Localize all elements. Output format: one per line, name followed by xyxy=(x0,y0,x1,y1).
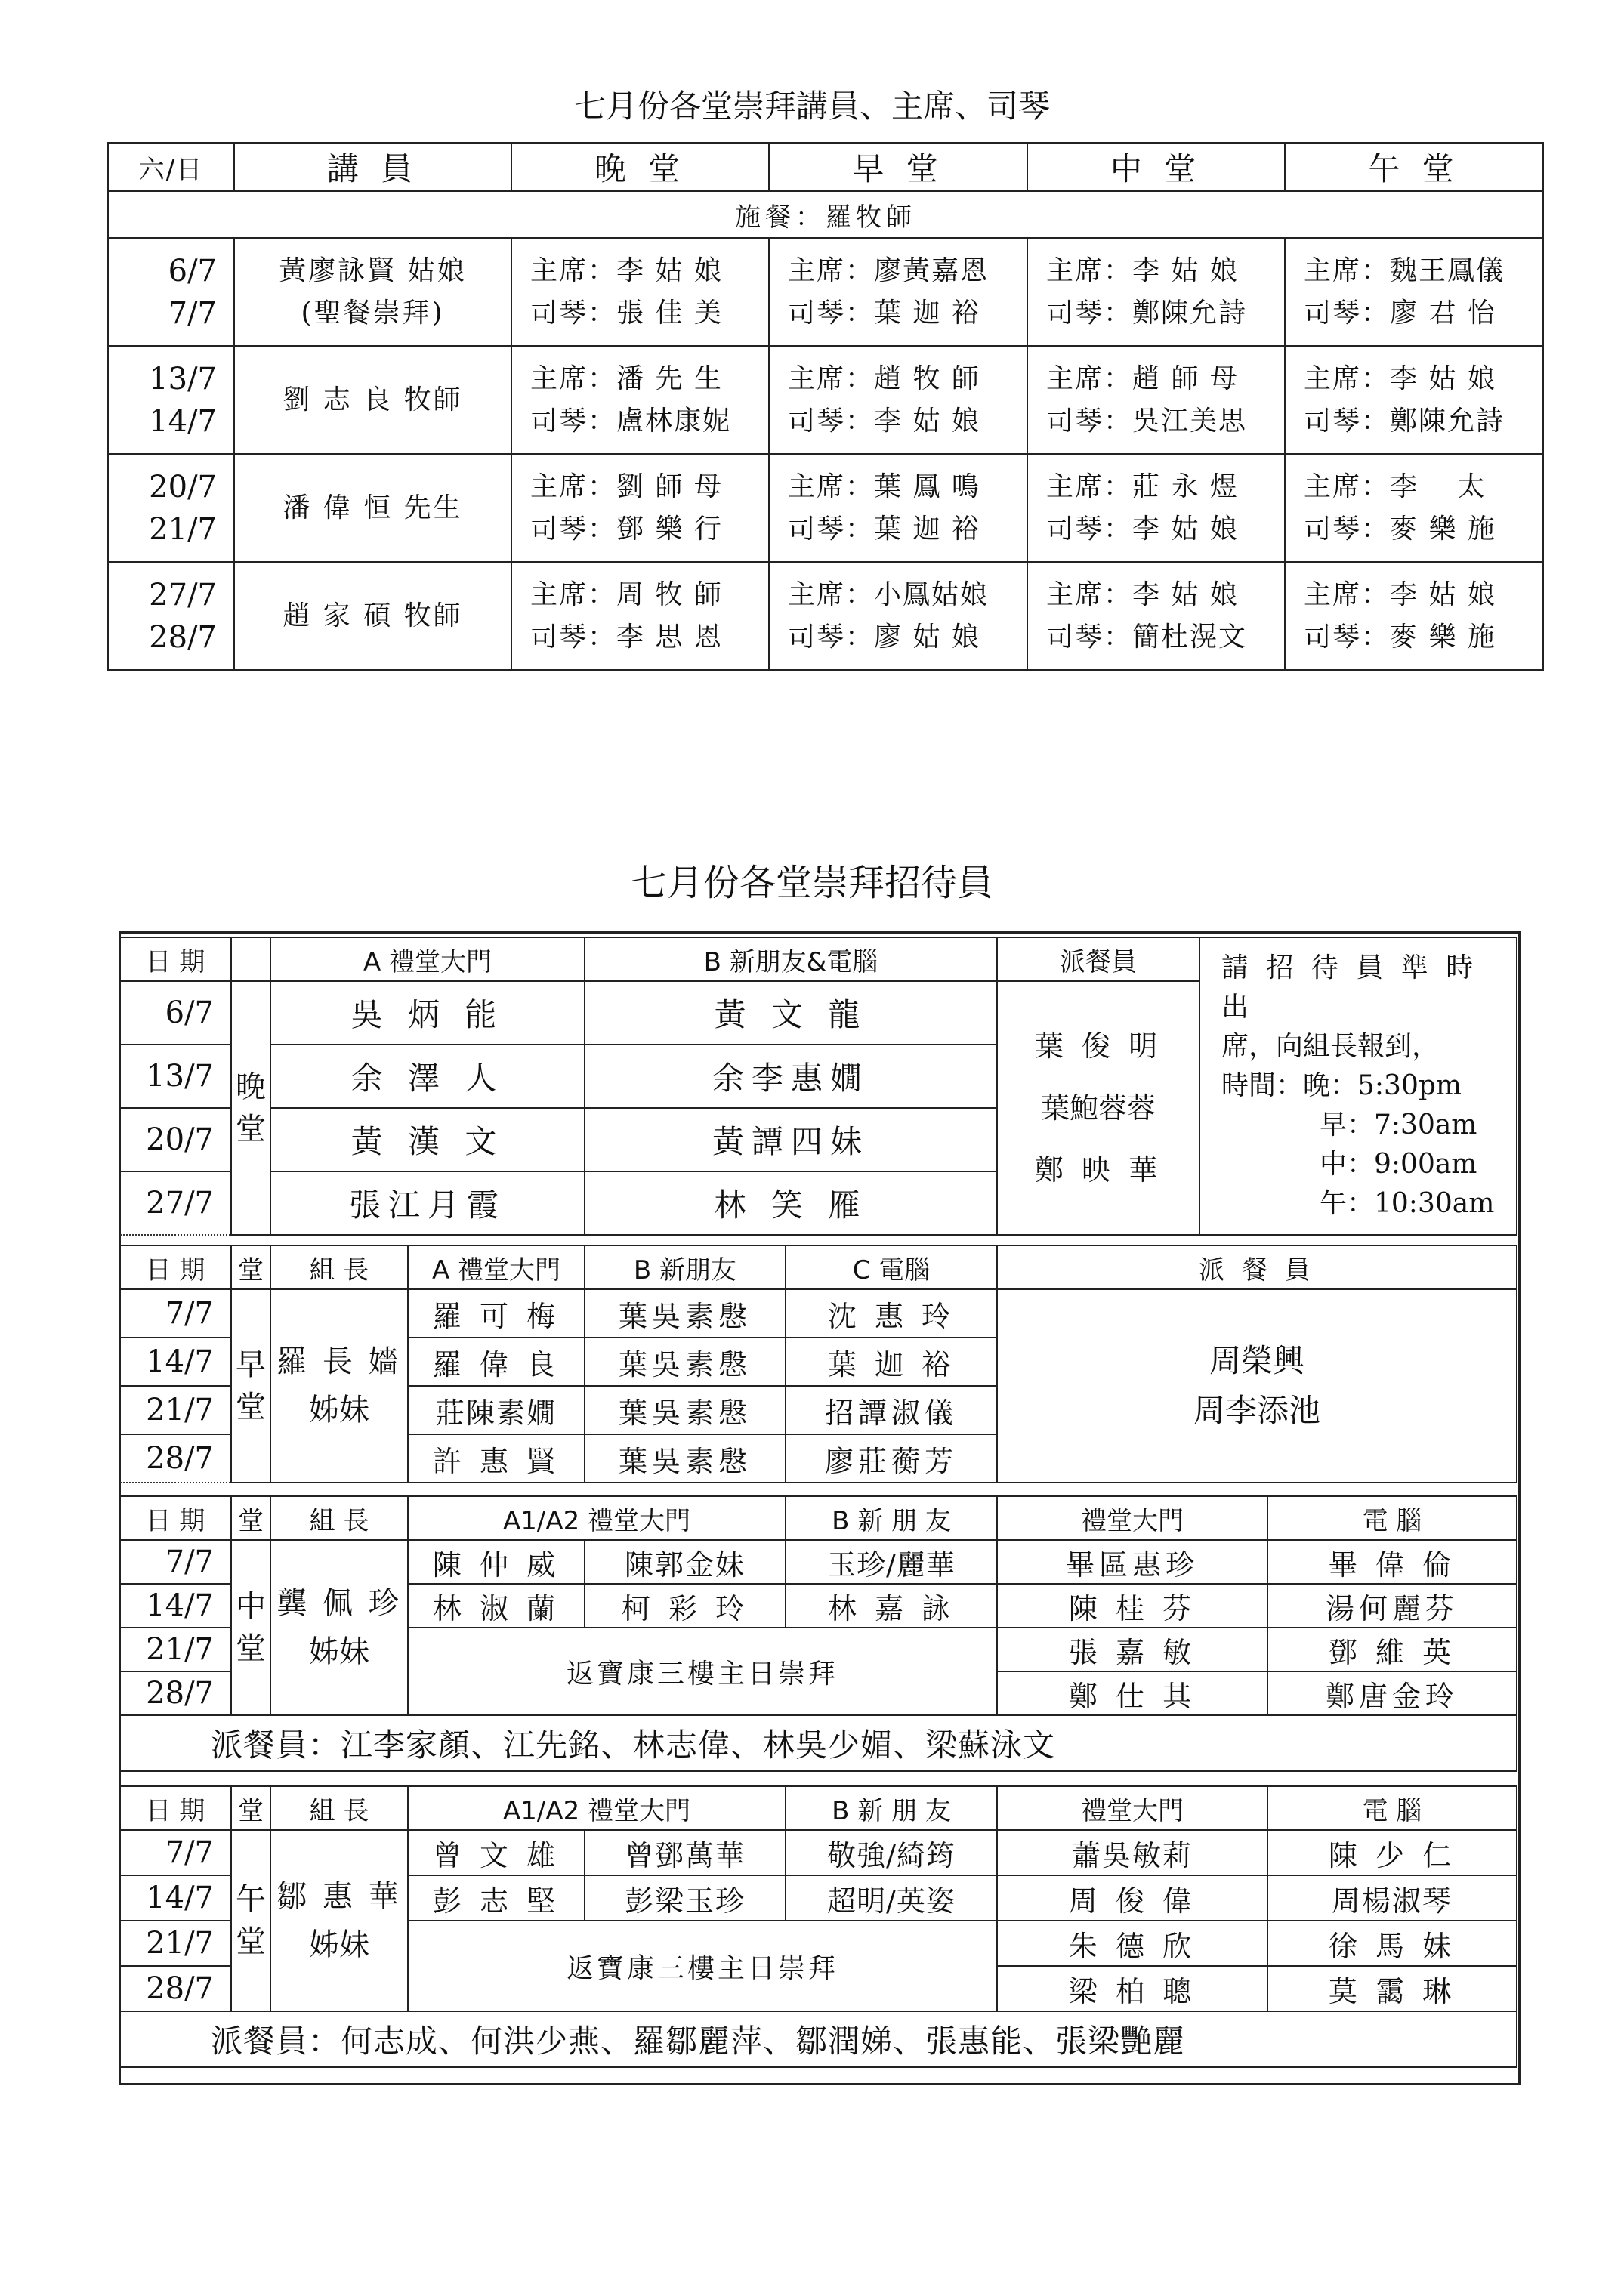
header-hall-door: 禮堂大門 xyxy=(997,1786,1267,1830)
header-pc: C 電腦 xyxy=(786,1245,997,1289)
usher-name: 葉吳素慇 xyxy=(585,1386,786,1434)
speaker-name: 趙 家 碩 牧師 xyxy=(283,600,463,631)
merged-note: 返寶康三樓主日崇拜 xyxy=(408,1628,997,1715)
usher-name: 梁 柏 聰 xyxy=(997,1966,1267,2011)
usher-name: 周楊淑琴 xyxy=(1267,1875,1517,1921)
usher-name: 蕭吳敏莉 xyxy=(997,1830,1267,1875)
header-date: 日 期 xyxy=(119,1245,231,1289)
header-afternoon: 午 堂 xyxy=(1285,143,1543,191)
service-label: 早 堂 xyxy=(231,1289,270,1483)
meal-servers-line: 派餐員：何志成、何洪少燕、羅鄒麗萍、鄒潤娣、張惠能、張梁艷麗 xyxy=(119,2011,1517,2067)
service-label: 午 堂 xyxy=(231,1830,270,2011)
organist: 司琴：葉 迦 裕 xyxy=(788,297,980,329)
organist: 司琴：盧林康妮 xyxy=(530,405,732,437)
usher-name: 沈 惠 玲 xyxy=(786,1289,997,1338)
usher-name: 周 俊 偉 xyxy=(997,1875,1267,1921)
header-newcomer: B 新 朋 友 xyxy=(786,1496,997,1540)
header-main-door: A1/A2 禮堂大門 xyxy=(408,1496,786,1540)
date: 21/7 xyxy=(119,1628,231,1671)
usher-name: 羅 偉 良 xyxy=(408,1338,585,1386)
header-service: 堂 xyxy=(231,1245,270,1289)
organist: 司琴：李 姑 娘 xyxy=(1046,513,1239,545)
usher-name: 畢區惠珍 xyxy=(997,1540,1267,1584)
usher-name: 陳 仲 威 xyxy=(408,1540,585,1584)
date: 28/7 xyxy=(119,1966,231,2011)
date: 28/7 xyxy=(119,1671,231,1715)
group-leader: 龔 佩 珍 姊妹 xyxy=(270,1540,408,1715)
date: 20/7 xyxy=(119,1108,231,1171)
morning-ushers-table xyxy=(119,1245,1517,1483)
organist: 司琴：張 佳 美 xyxy=(530,297,723,329)
speakers-table xyxy=(107,142,1544,671)
usher-name: 陳 桂 芬 xyxy=(997,1584,1267,1628)
meal-servers: 周榮興 周李添池 xyxy=(997,1289,1517,1483)
usher-name: 招譚淑儀 xyxy=(786,1386,997,1434)
usher-name: 林 淑 蘭 xyxy=(408,1584,585,1628)
header-newcomer-pc: B 新朋友&電腦 xyxy=(585,937,997,981)
chair: 主席：周 牧 師 xyxy=(530,579,723,610)
header-pc: 電 腦 xyxy=(1267,1496,1517,1540)
header-evening: 晚 堂 xyxy=(511,143,769,191)
group-leader: 羅 長 嬙 姊妹 xyxy=(270,1289,408,1483)
usher-name: 畢 偉 倫 xyxy=(1267,1540,1517,1584)
meal-servers-line: 派餐員：江李家顏、江先銘、林志偉、林吳少媚、梁蘇泳文 xyxy=(119,1715,1517,1771)
ushers-title: 七月份各堂崇拜招待員 xyxy=(630,862,993,904)
organist: 司琴：廖 姑 娘 xyxy=(788,621,980,653)
organist: 司琴：葉 迦 裕 xyxy=(788,513,980,545)
table-row xyxy=(108,454,1543,562)
date: 7/7 xyxy=(119,1289,231,1338)
usher-name: 鄭唐金玲 xyxy=(1267,1671,1517,1715)
usher-name: 陳 少 仁 xyxy=(1267,1830,1517,1875)
group-leader: 鄒 惠 華 姊妹 xyxy=(270,1830,408,2011)
speaker-name: 黃廖詠賢 姑娘 xyxy=(279,255,467,286)
header-newcomer: B 新 朋 友 xyxy=(786,1786,997,1830)
organist: 司琴：麥 樂 施 xyxy=(1304,513,1496,545)
afternoon-ushers-table xyxy=(119,1785,1517,2068)
organist: 司琴：鄭陳允詩 xyxy=(1046,297,1248,329)
header-main-door: A1/A2 禮堂大門 xyxy=(408,1786,786,1830)
usher-name: 林 笑 雁 xyxy=(585,1171,997,1235)
organist: 司琴：吳江美思 xyxy=(1046,405,1248,437)
chair: 主席：潘 先 生 xyxy=(530,363,723,394)
chair: 主席：李 姑 娘 xyxy=(1046,579,1239,610)
chair: 主席：莊 永 煜 xyxy=(1046,471,1239,502)
header-speaker: 講 員 xyxy=(234,143,511,191)
header-main-door: A 禮堂大門 xyxy=(270,937,585,981)
usher-name: 張 嘉 敏 xyxy=(997,1628,1267,1671)
header-date: 六/日 xyxy=(108,143,234,191)
header-pc: 電 腦 xyxy=(1267,1786,1517,1830)
speaker-name: 劉 志 良 牧師 xyxy=(283,384,463,415)
date: 28/7 xyxy=(149,619,217,655)
usher-name: 徐 馬 妹 xyxy=(1267,1921,1517,1966)
date: 6/7 xyxy=(168,253,217,289)
chair: 主席：李 姑 娘 xyxy=(1304,579,1496,610)
usher-name: 林 嘉 詠 xyxy=(786,1584,997,1628)
usher-name: 黃譚四妹 xyxy=(585,1108,997,1171)
chair: 主席：劉 師 母 xyxy=(530,471,723,502)
usher-name: 余 澤 人 xyxy=(270,1045,585,1108)
organist: 司琴：李 思 恩 xyxy=(530,621,723,653)
speakers-header-row xyxy=(108,143,1543,191)
usher-name: 彭 志 堅 xyxy=(408,1875,585,1921)
usher-name: 張江月霞 xyxy=(270,1171,585,1235)
merged-note: 返寶康三樓主日崇拜 xyxy=(408,1921,997,2011)
date: 27/7 xyxy=(149,577,217,613)
usher-name: 鄭 仕 其 xyxy=(997,1671,1267,1715)
evening-ushers-table xyxy=(119,937,1517,1236)
header-newcomer: B 新朋友 xyxy=(585,1245,786,1289)
date: 14/7 xyxy=(119,1338,231,1386)
chair: 主席：葉 鳳 鳴 xyxy=(788,471,980,502)
date: 21/7 xyxy=(119,1386,231,1434)
organist: 司琴：鄧 樂 行 xyxy=(530,513,723,545)
speakers-table-title: 七月份各堂崇拜講員、主席、司琴 xyxy=(573,88,1050,125)
chair: 主席：李 姑 娘 xyxy=(1046,255,1239,286)
header-service: 堂 xyxy=(231,1786,270,1830)
date: 27/7 xyxy=(119,1171,231,1235)
header-hall-door: 禮堂大門 xyxy=(997,1496,1267,1540)
chair: 主席：趙 牧 師 xyxy=(788,363,980,394)
usher-name: 葉吳素慇 xyxy=(585,1434,786,1483)
chair: 主席：小鳳姑娘 xyxy=(788,579,990,610)
organist: 司琴：簡杜滉文 xyxy=(1046,621,1248,653)
chair: 主席：魏王鳳儀 xyxy=(1304,255,1505,286)
date: 7/7 xyxy=(168,295,217,331)
usher-name: 超明/英姿 xyxy=(786,1875,997,1921)
usher-name: 許 惠 賢 xyxy=(408,1434,585,1483)
header-date: 日 期 xyxy=(119,937,231,981)
usher-name: 玉珍/麗華 xyxy=(786,1540,997,1584)
usher-instruction-note: 請 招 待 員 準 時 出 席，向組長報到， 時間：晚：5:30pm 早：7:30am 中：9:00am 午：10:30am xyxy=(1199,937,1517,1235)
date: 13/7 xyxy=(119,1045,231,1108)
usher-name: 黃 漢 文 xyxy=(270,1108,585,1171)
usher-name: 廖莊蘅芳 xyxy=(786,1434,997,1483)
usher-name: 朱 德 欣 xyxy=(997,1921,1267,1966)
usher-name: 彭梁玉珍 xyxy=(585,1875,786,1921)
chair: 主席：李 太 xyxy=(1304,471,1487,502)
speaker-name: 潘 偉 恒 先生 xyxy=(283,492,463,523)
meal-servers: 葉 俊 明 葉鮑蓉蓉 鄭 映 華 xyxy=(997,981,1199,1235)
date: 14/7 xyxy=(149,403,217,439)
service-label: 晚 堂 xyxy=(231,981,270,1235)
usher-name: 余李惠嫺 xyxy=(585,1045,997,1108)
date: 21/7 xyxy=(119,1921,231,1966)
header-morning: 早 堂 xyxy=(769,143,1027,191)
meal-note: 施餐：羅牧師 xyxy=(108,191,1543,238)
table-row xyxy=(108,238,1543,346)
date: 14/7 xyxy=(119,1584,231,1628)
usher-name: 羅 可 梅 xyxy=(408,1289,585,1338)
usher-name: 葉吳素慇 xyxy=(585,1338,786,1386)
chair: 主席：李 姑 娘 xyxy=(530,255,723,286)
date: 20/7 xyxy=(149,469,217,505)
header-service: 堂 xyxy=(231,1496,270,1540)
usher-name: 莊陳素嫺 xyxy=(408,1386,585,1434)
usher-name: 鄧 維 英 xyxy=(1267,1628,1517,1671)
usher-name: 曾鄧萬華 xyxy=(585,1830,786,1875)
organist: 司琴：麥 樂 施 xyxy=(1304,621,1496,653)
date: 21/7 xyxy=(149,511,217,547)
usher-name: 葉吳素慇 xyxy=(585,1289,786,1338)
usher-name: 曾 文 雄 xyxy=(408,1830,585,1875)
usher-name: 黃 文 龍 xyxy=(585,981,997,1045)
speaker-note: (聖餐崇拜) xyxy=(301,297,445,329)
date: 7/7 xyxy=(119,1540,231,1584)
usher-name: 敬強/綺筠 xyxy=(786,1830,997,1875)
header-meal: 派餐員 xyxy=(997,937,1199,981)
header-date: 日 期 xyxy=(119,1496,231,1540)
header-leader: 組 長 xyxy=(270,1245,408,1289)
header-date: 日 期 xyxy=(119,1786,231,1830)
organist: 司琴：鄭陳允詩 xyxy=(1304,405,1505,437)
header-leader: 組 長 xyxy=(270,1786,408,1830)
usher-name: 湯何麗芬 xyxy=(1267,1584,1517,1628)
noon-ushers-table xyxy=(119,1495,1517,1772)
service-label: 中 堂 xyxy=(231,1540,270,1715)
date: 28/7 xyxy=(119,1434,231,1483)
header-main-door: A 禮堂大門 xyxy=(408,1245,585,1289)
organist: 司琴：廖 君 怡 xyxy=(1304,297,1496,329)
date: 7/7 xyxy=(119,1830,231,1875)
usher-name: 柯 彩 玲 xyxy=(585,1584,786,1628)
chair: 主席：趙 師 母 xyxy=(1046,363,1239,394)
usher-name: 陳郭金妹 xyxy=(585,1540,786,1584)
usher-name: 莫 靄 琳 xyxy=(1267,1966,1517,2011)
organist: 司琴：李 姑 娘 xyxy=(788,405,980,437)
table-row xyxy=(108,562,1543,670)
header-noon: 中 堂 xyxy=(1027,143,1285,191)
date: 6/7 xyxy=(119,981,231,1045)
header-meal: 派 餐 員 xyxy=(997,1245,1517,1289)
chair: 主席：廖黃嘉恩 xyxy=(788,255,990,286)
usher-name: 吳 炳 能 xyxy=(270,981,585,1045)
header-leader: 組 長 xyxy=(270,1496,408,1540)
usher-name: 葉 迦 裕 xyxy=(786,1338,997,1386)
date: 13/7 xyxy=(149,361,217,397)
table-row xyxy=(108,346,1543,454)
date: 14/7 xyxy=(119,1875,231,1921)
chair: 主席：李 姑 娘 xyxy=(1304,363,1496,394)
